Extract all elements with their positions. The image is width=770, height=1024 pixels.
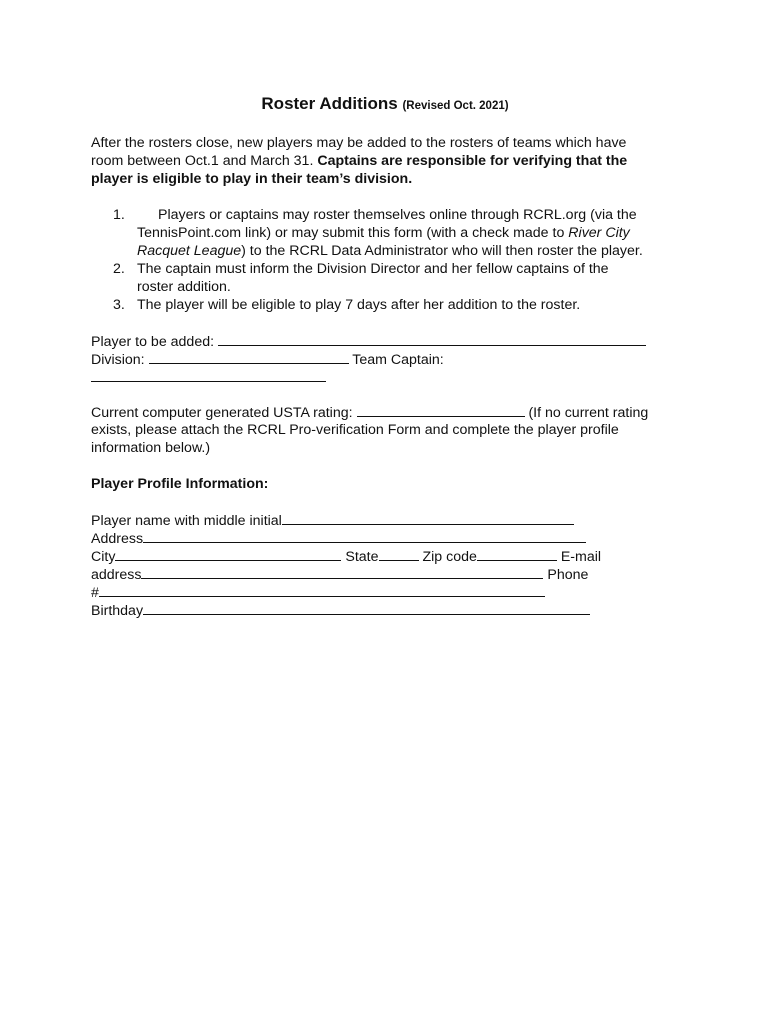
profile-heading: Player Profile Information:	[91, 476, 269, 492]
team-captain-field[interactable]	[91, 368, 326, 382]
email-row: address Phone	[91, 567, 589, 583]
rating-line-3: information below.)	[91, 440, 211, 456]
rating-line-2: exists, please attach the RCRL Pro-verification Form and complete the player profile	[91, 422, 619, 438]
usta-rating-field[interactable]	[357, 403, 525, 417]
player-to-add-field[interactable]	[218, 332, 646, 346]
player-to-add-row: Player to be added:	[91, 332, 646, 351]
email-field[interactable]	[141, 565, 543, 579]
address-row: Address	[91, 529, 586, 548]
zip-field[interactable]	[477, 547, 557, 561]
list-item-2-cont: roster addition.	[137, 279, 231, 295]
division-field[interactable]	[149, 350, 349, 364]
title-main: Roster Additions	[261, 94, 398, 113]
intro-line-3: player is eligible to play in their team’s division.	[91, 171, 413, 187]
intro-line-1: After the rosters close, new players may be added to the rosters of teams which have	[91, 135, 627, 151]
list-item-3: 3. The player will be eligible to play 7 days after her addition to the roster.	[113, 297, 581, 313]
rating-line-1: Current computer generated USTA rating: (If no current rating	[91, 405, 649, 421]
list-item-1: 1. Players or captains may roster themselves online through RCRL.org (via the	[113, 207, 637, 223]
address-field[interactable]	[143, 529, 586, 543]
birthday-row: Birthday	[91, 601, 590, 620]
list-item-2: 2. The captain must inform the Division Director and her fellow captains of the	[113, 261, 609, 277]
player-name-field[interactable]	[282, 511, 574, 525]
city-field[interactable]	[115, 547, 341, 561]
birthday-field[interactable]	[143, 601, 590, 615]
phone-field[interactable]	[99, 583, 545, 597]
title-revised: (Revised Oct. 2021)	[402, 100, 509, 112]
list-item-1-cont-a: TennisPoint.com link) or may submit this form (with a check made to River City	[137, 225, 630, 241]
phone-row: #	[91, 583, 545, 602]
list-item-1-cont-b: Racquet League) to the RCRL Data Administrator who will then roster the player.	[137, 243, 643, 259]
city-row: City State Zip code E-mail	[91, 549, 602, 565]
team-captain-row	[91, 368, 326, 387]
player-name-row: Player name with middle initial	[91, 511, 574, 530]
intro-line-2: room between Oct.1 and March 31. Captains are responsible for verifying that the	[91, 153, 628, 169]
page-title	[0, 94, 770, 114]
state-field[interactable]	[379, 547, 419, 561]
division-row: Division: Team Captain:	[91, 352, 444, 368]
